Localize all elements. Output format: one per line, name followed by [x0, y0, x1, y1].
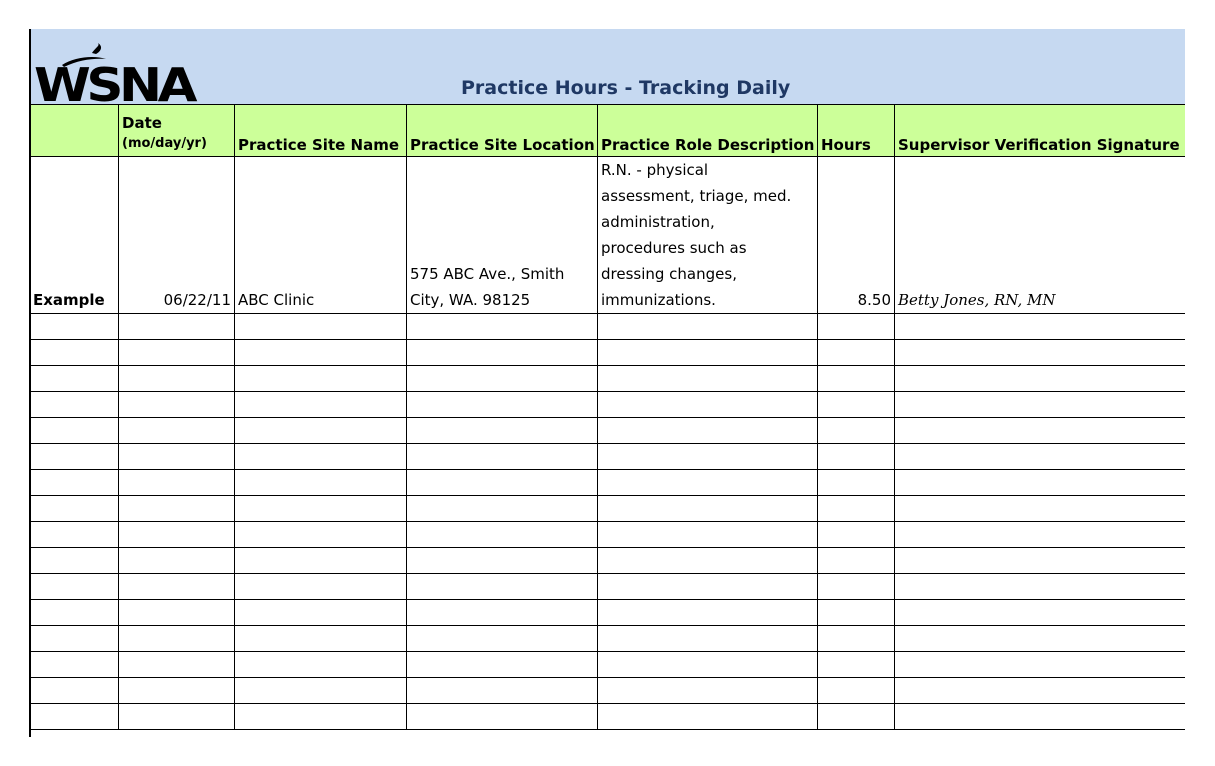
empty-cell[interactable]: [895, 392, 1186, 418]
empty-cell[interactable]: [119, 418, 235, 444]
empty-cell[interactable]: [119, 574, 235, 600]
empty-cell[interactable]: [598, 340, 818, 366]
empty-cell[interactable]: [30, 652, 119, 678]
empty-cell[interactable]: [30, 704, 119, 730]
role-line: R.N. - physical: [601, 161, 709, 179]
empty-cell[interactable]: [30, 522, 119, 548]
empty-cell[interactable]: [119, 366, 235, 392]
empty-cell[interactable]: [235, 678, 407, 704]
table-row: [30, 574, 1186, 600]
empty-cell[interactable]: [895, 418, 1186, 444]
table-row: [30, 470, 1186, 496]
empty-cell[interactable]: [598, 418, 818, 444]
header-label: [30, 105, 119, 157]
empty-cell[interactable]: [818, 392, 895, 418]
empty-cell[interactable]: [818, 548, 895, 574]
empty-cell[interactable]: [30, 626, 119, 652]
empty-cell[interactable]: [598, 652, 818, 678]
empty-cell[interactable]: [407, 340, 598, 366]
empty-cell[interactable]: [598, 678, 818, 704]
table-row: [30, 704, 1186, 730]
empty-cell[interactable]: [119, 600, 235, 626]
empty-cell[interactable]: [235, 652, 407, 678]
empty-cell[interactable]: [119, 652, 235, 678]
empty-cell[interactable]: [407, 600, 598, 626]
table-row: [30, 366, 1186, 392]
empty-cell[interactable]: [895, 522, 1186, 548]
empty-cell[interactable]: [119, 496, 235, 522]
empty-cell[interactable]: [407, 626, 598, 652]
header-site-location: Practice Site Location: [407, 105, 598, 157]
empty-cell[interactable]: [598, 548, 818, 574]
empty-cell[interactable]: [407, 678, 598, 704]
empty-cell[interactable]: [407, 444, 598, 470]
empty-cell[interactable]: [818, 652, 895, 678]
empty-cell[interactable]: [407, 314, 598, 340]
empty-cell[interactable]: [407, 366, 598, 392]
example-label[interactable]: Example: [30, 157, 119, 314]
empty-cell[interactable]: [818, 366, 895, 392]
empty-cell[interactable]: [119, 522, 235, 548]
empty-cell[interactable]: [407, 574, 598, 600]
empty-cell[interactable]: [818, 418, 895, 444]
empty-cell[interactable]: [30, 314, 119, 340]
empty-cell[interactable]: [598, 392, 818, 418]
empty-cell[interactable]: [818, 496, 895, 522]
empty-cell[interactable]: [30, 444, 119, 470]
empty-cell[interactable]: [895, 678, 1186, 704]
empty-cell[interactable]: [235, 522, 407, 548]
empty-cell[interactable]: [407, 418, 598, 444]
table-row: [30, 444, 1186, 470]
empty-cell[interactable]: [30, 548, 119, 574]
empty-cell[interactable]: [30, 678, 119, 704]
header-signature: Supervisor Verification Signature: [895, 105, 1186, 157]
site-location-line: 575 ABC Ave., Smith: [410, 265, 565, 283]
table-row: [30, 392, 1186, 418]
empty-cell[interactable]: [598, 522, 818, 548]
role-line: administration,: [601, 213, 715, 231]
empty-cell[interactable]: [598, 496, 818, 522]
empty-cell[interactable]: [598, 444, 818, 470]
empty-cell[interactable]: [235, 366, 407, 392]
empty-cell[interactable]: [818, 444, 895, 470]
table-row: [30, 418, 1186, 444]
left-border: [29, 29, 31, 737]
empty-cell[interactable]: [30, 366, 119, 392]
empty-cell[interactable]: [30, 470, 119, 496]
empty-cell[interactable]: [895, 626, 1186, 652]
header-date-format: (mo/day/yr): [122, 136, 207, 151]
empty-cell[interactable]: [119, 392, 235, 418]
role-line: dressing changes,: [601, 265, 737, 283]
empty-cell[interactable]: [895, 574, 1186, 600]
empty-cell[interactable]: [818, 522, 895, 548]
empty-cell[interactable]: [818, 574, 895, 600]
empty-cell[interactable]: [407, 548, 598, 574]
example-row: [30, 157, 1186, 314]
empty-cell[interactable]: [30, 574, 119, 600]
empty-cell[interactable]: [235, 626, 407, 652]
header-role: Practice Role Description: [598, 105, 818, 157]
role-line: assessment, triage, med.: [601, 187, 792, 205]
empty-cell[interactable]: [598, 626, 818, 652]
svg-text:WSNA: WSNA: [34, 58, 193, 105]
empty-cell[interactable]: [818, 678, 895, 704]
example-role[interactable]: [598, 157, 818, 314]
empty-cell[interactable]: [895, 496, 1186, 522]
site-location-line: City, WA. 98125: [410, 291, 531, 309]
empty-cell[interactable]: [30, 418, 119, 444]
empty-cell[interactable]: [895, 314, 1186, 340]
empty-cell[interactable]: [30, 340, 119, 366]
header-date-label: Date: [122, 114, 162, 132]
empty-cell[interactable]: [235, 314, 407, 340]
example-signature[interactable]: Betty Jones, RN, MN: [895, 157, 1186, 314]
empty-cell[interactable]: [818, 470, 895, 496]
empty-cell[interactable]: [407, 652, 598, 678]
empty-cell[interactable]: [407, 496, 598, 522]
empty-cell[interactable]: [235, 340, 407, 366]
empty-cell[interactable]: [119, 626, 235, 652]
header-date: [119, 105, 235, 157]
empty-cell[interactable]: [407, 522, 598, 548]
empty-cell[interactable]: [119, 548, 235, 574]
empty-cell[interactable]: [407, 392, 598, 418]
empty-cell[interactable]: [30, 496, 119, 522]
table-row: [30, 678, 1186, 704]
empty-cell[interactable]: [235, 392, 407, 418]
empty-cell[interactable]: [235, 470, 407, 496]
example-site-name[interactable]: ABC Clinic: [235, 157, 407, 314]
header-band: [29, 29, 1185, 104]
tracking-sheet: [29, 29, 1185, 737]
empty-cell[interactable]: [119, 678, 235, 704]
empty-cell[interactable]: [598, 314, 818, 340]
empty-cell[interactable]: [895, 600, 1186, 626]
role-line: immunizations.: [601, 291, 716, 309]
empty-cell[interactable]: [119, 314, 235, 340]
table-row: [30, 314, 1186, 340]
example-date[interactable]: 06/22/11: [119, 157, 235, 314]
empty-cell[interactable]: [235, 548, 407, 574]
page-title: Practice Hours - Tracking Daily: [461, 77, 791, 99]
role-line: procedures such as: [601, 239, 747, 257]
empty-cell[interactable]: [895, 470, 1186, 496]
table-row: [30, 522, 1186, 548]
empty-cell[interactable]: [235, 600, 407, 626]
empty-cell[interactable]: [235, 496, 407, 522]
example-site-location[interactable]: [407, 157, 598, 314]
table-row: [30, 340, 1186, 366]
empty-cell[interactable]: [119, 444, 235, 470]
header-site-name: Practice Site Name: [235, 105, 407, 157]
table-row: [30, 626, 1186, 652]
empty-cell[interactable]: [818, 626, 895, 652]
empty-cell[interactable]: [818, 340, 895, 366]
empty-cell[interactable]: [235, 574, 407, 600]
table-row: [30, 548, 1186, 574]
empty-cell[interactable]: [235, 418, 407, 444]
empty-cell[interactable]: [895, 366, 1186, 392]
practice-hours-table: [29, 104, 1185, 730]
empty-cell[interactable]: [895, 444, 1186, 470]
table-row: [30, 600, 1186, 626]
empty-cell[interactable]: [818, 314, 895, 340]
table-row: [30, 652, 1186, 678]
empty-cell[interactable]: [235, 444, 407, 470]
empty-cell[interactable]: [119, 704, 235, 730]
empty-cell[interactable]: [895, 704, 1186, 730]
empty-cell[interactable]: [119, 340, 235, 366]
empty-cell[interactable]: [598, 366, 818, 392]
table-row: [30, 496, 1186, 522]
wsna-logo: [34, 43, 244, 105]
empty-cell[interactable]: [119, 470, 235, 496]
empty-cell[interactable]: [818, 600, 895, 626]
empty-cell[interactable]: [895, 548, 1186, 574]
empty-cell[interactable]: [598, 704, 818, 730]
empty-cell[interactable]: [30, 600, 119, 626]
empty-cell[interactable]: [598, 600, 818, 626]
empty-cell[interactable]: [895, 340, 1186, 366]
blank-rows: [30, 314, 1186, 730]
empty-cell[interactable]: [30, 392, 119, 418]
empty-cell[interactable]: [818, 704, 895, 730]
empty-cell[interactable]: [895, 652, 1186, 678]
empty-cell[interactable]: [598, 470, 818, 496]
empty-cell[interactable]: [407, 470, 598, 496]
empty-cell[interactable]: [598, 574, 818, 600]
wsna-logo-mark: [34, 43, 244, 105]
empty-cell[interactable]: [407, 704, 598, 730]
example-hours[interactable]: 8.50: [818, 157, 895, 314]
empty-cell[interactable]: [235, 704, 407, 730]
table-header-row: [30, 105, 1186, 157]
header-hours: Hours: [818, 105, 895, 157]
